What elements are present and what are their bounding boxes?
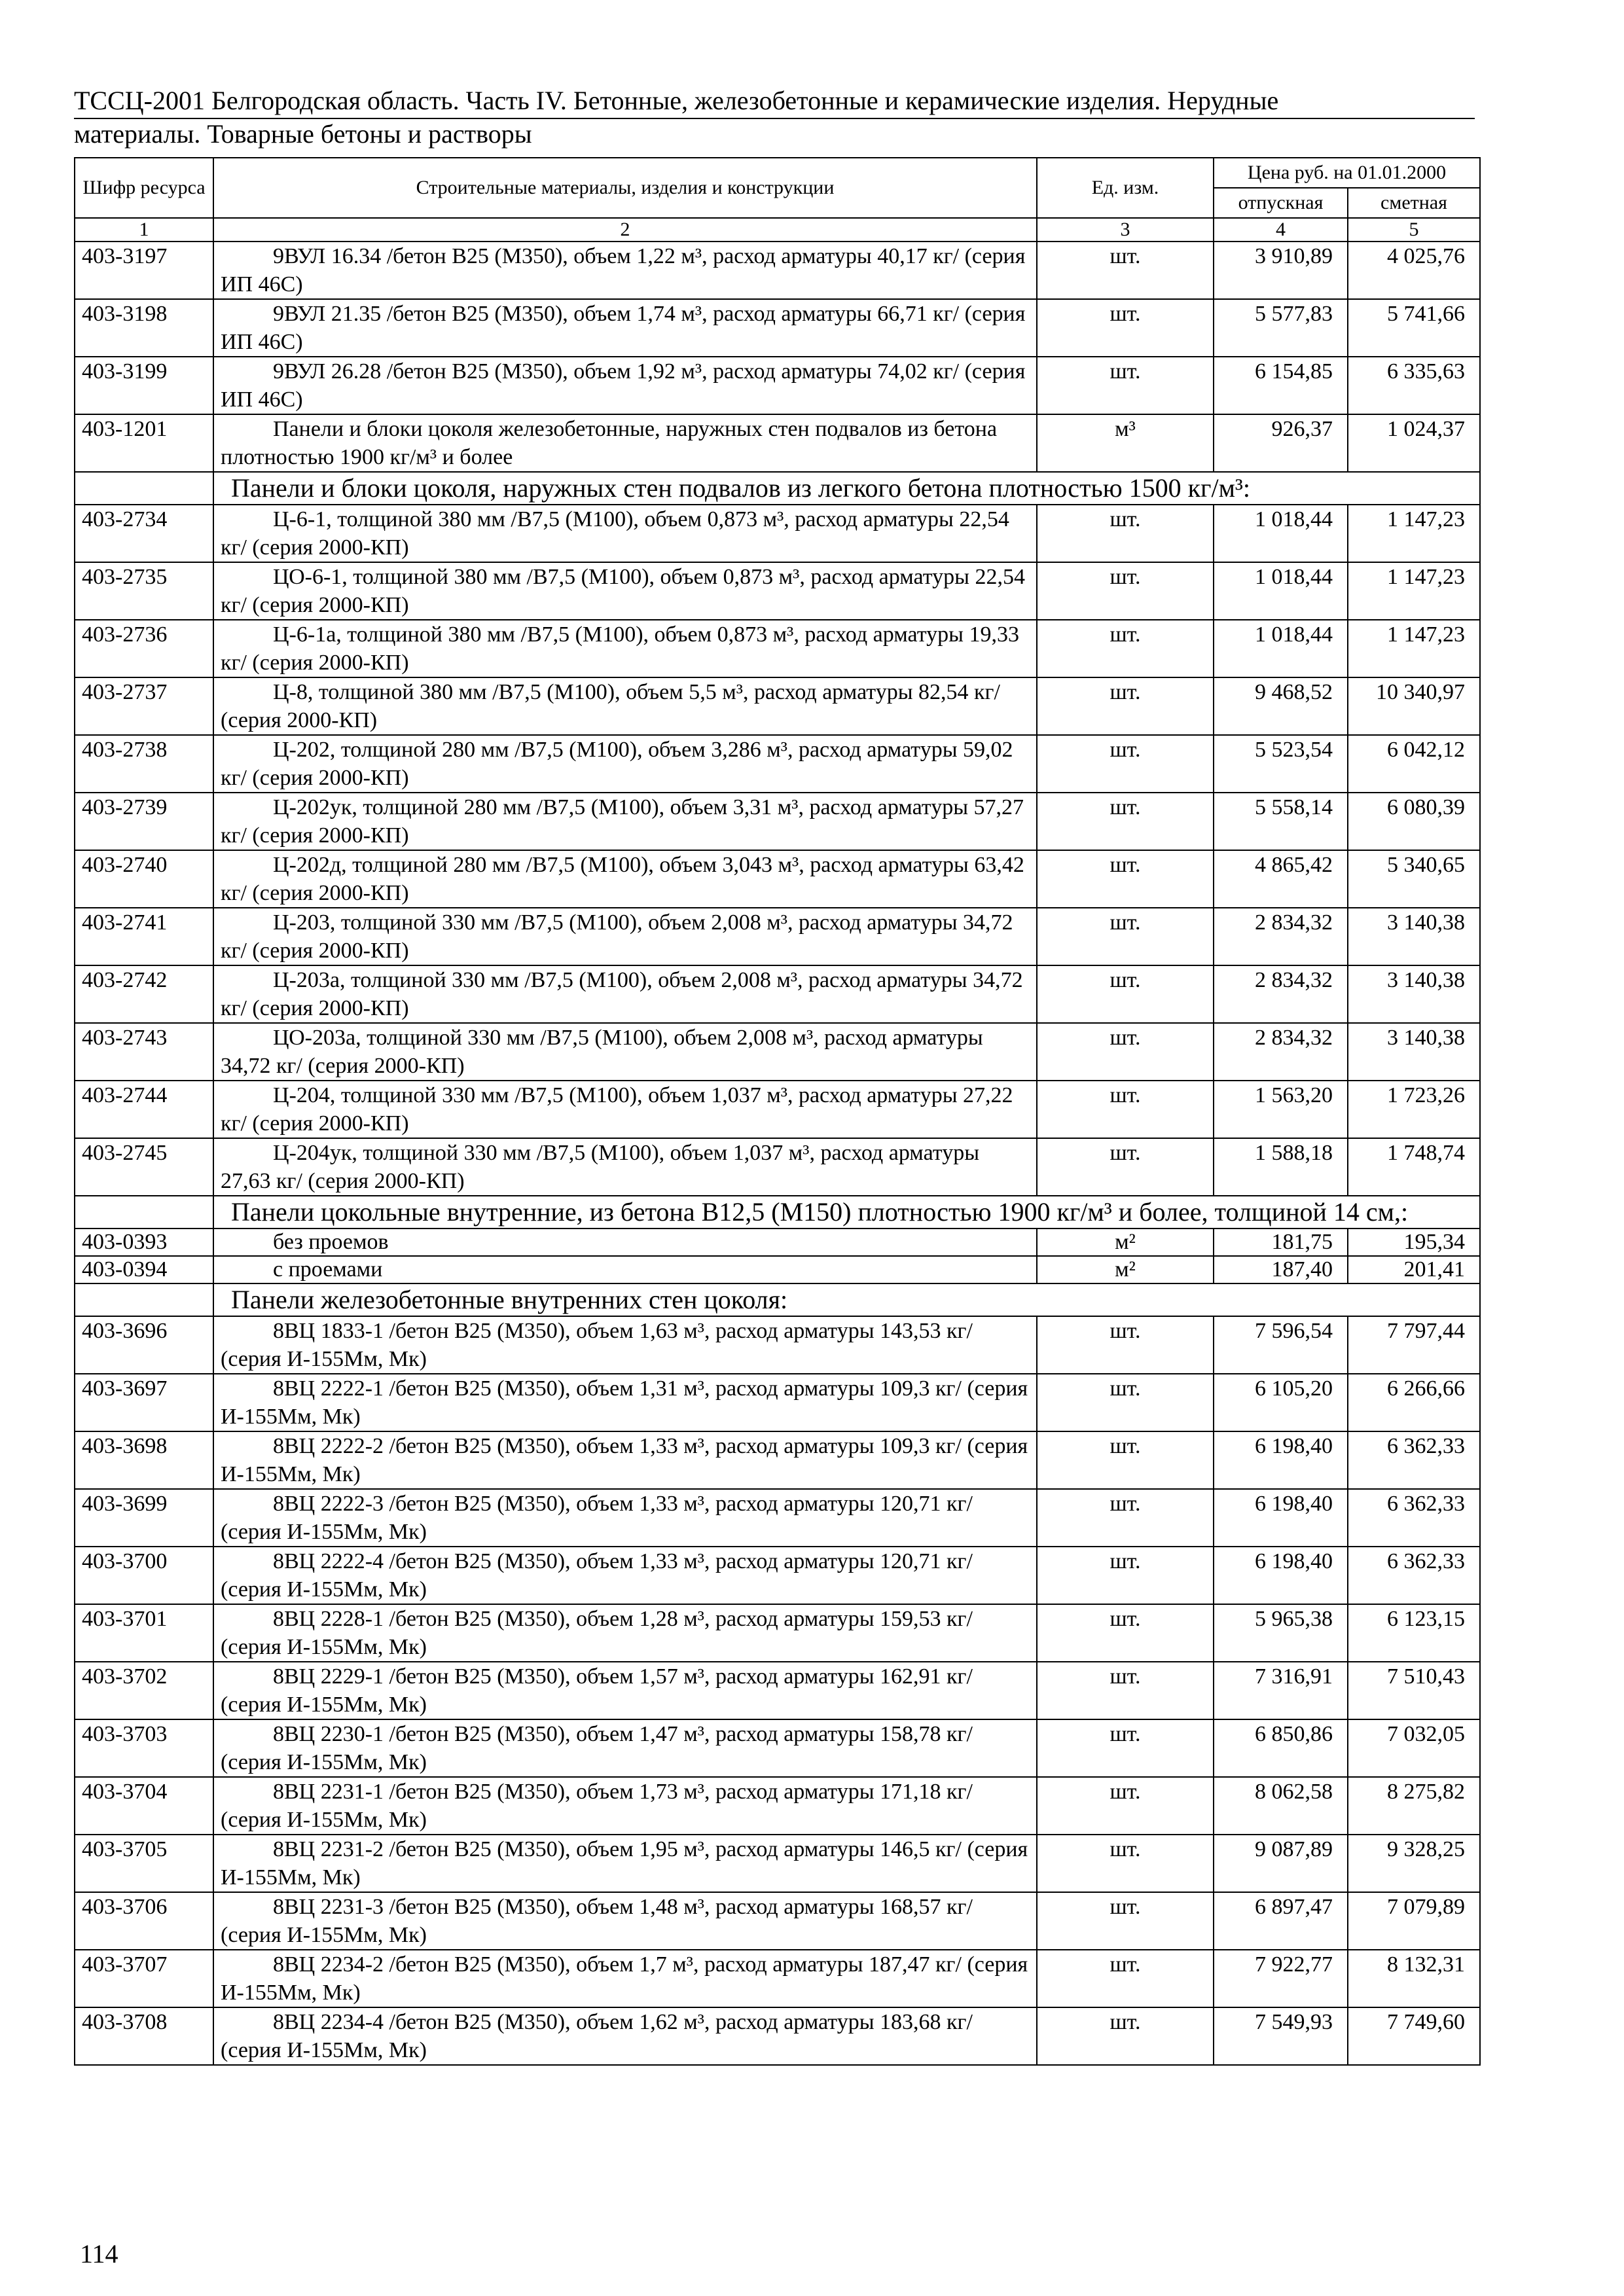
material-name: Ц-6-1, толщиной 380 мм /В7,5 (М100), объем 0,873 м³, расход арматуры 22,54 кг/ (серия 2000-КП) (213, 505, 1037, 562)
unit-of-measure: шт. (1037, 1950, 1214, 2007)
material-name: 8ВЦ 2230-1 /бетон В25 (М350), объем 1,47 м³, расход арматуры 158,78 кг/ (серия И-155Мм, Мк) (213, 1719, 1037, 1777)
unit-of-measure: м² (1037, 1229, 1214, 1256)
material-name: 8ВЦ 2222-4 /бетон В25 (М350), объем 1,33 м³, расход арматуры 120,71 кг/ (серия И-155Мм, Мк) (213, 1547, 1037, 1604)
release-price: 6 897,47 (1214, 1892, 1348, 1950)
material-name: 8ВЦ 2228-1 /бетон В25 (М350), объем 1,28 м³, расход арматуры 159,53 кг/ (серия И-155Мм, Мк) (213, 1604, 1037, 1662)
resource-code: 403-2739 (75, 793, 213, 850)
table-row (75, 505, 1480, 562)
col-number: 2 (213, 218, 1037, 242)
estimate-price: 3 140,38 (1348, 908, 1480, 965)
release-price: 4 865,42 (1214, 850, 1348, 908)
resource-code: 403-2740 (75, 850, 213, 908)
estimate-price: 9 328,25 (1348, 1835, 1480, 1892)
resource-code: 403-3704 (75, 1777, 213, 1835)
release-price: 6 198,40 (1214, 1547, 1348, 1604)
table-row (75, 1892, 1480, 1950)
resource-code: 403-3702 (75, 1662, 213, 1719)
material-name: 8ВЦ 2231-3 /бетон В25 (М350), объем 1,48 м³, расход арматуры 168,57 кг/ (серия И-155Мм, Мк) (213, 1892, 1037, 1950)
resource-code: 403-3706 (75, 1892, 213, 1950)
table-row (75, 242, 1480, 299)
unit-of-measure: шт. (1037, 562, 1214, 620)
estimate-price: 6 123,15 (1348, 1604, 1480, 1662)
unit-of-measure: шт. (1037, 1374, 1214, 1431)
unit-of-measure: шт. (1037, 505, 1214, 562)
estimate-price: 6 266,66 (1348, 1374, 1480, 1431)
table-row (75, 1604, 1480, 1662)
section-row (75, 472, 1480, 505)
material-name: Ц-202д, толщиной 280 мм /В7,5 (М100), объем 3,043 м³, расход арматуры 63,42 кг/ (серия 2000-КП) (213, 850, 1037, 908)
resource-code: 403-2741 (75, 908, 213, 965)
estimate-price: 3 140,38 (1348, 1023, 1480, 1081)
col-header-code: Шифр ресурса (75, 158, 213, 218)
release-price: 5 965,38 (1214, 1604, 1348, 1662)
unit-of-measure: шт. (1037, 1023, 1214, 1081)
release-price: 6 105,20 (1214, 1374, 1348, 1431)
section-code-cell (75, 1283, 213, 1316)
material-name: Ц-203а, толщиной 330 мм /В7,5 (М100), объем 2,008 м³, расход арматуры 34,72 кг/ (серия 2000-КП) (213, 965, 1037, 1023)
col-number: 1 (75, 218, 213, 242)
table-row (75, 1777, 1480, 1835)
section-row (75, 1283, 1480, 1316)
release-price: 187,40 (1214, 1256, 1348, 1283)
table-row (75, 908, 1480, 965)
material-name: 9ВУЛ 26.28 /бетон В25 (М350), объем 1,92 м³, расход арматуры 74,02 кг/ (серия ИП 46С) (213, 357, 1037, 414)
resource-code: 403-2735 (75, 562, 213, 620)
estimate-price: 6 335,63 (1348, 357, 1480, 414)
resource-code: 403-3698 (75, 1431, 213, 1489)
col-header-release: отпускная (1214, 188, 1348, 218)
estimate-price: 7 032,05 (1348, 1719, 1480, 1777)
release-price: 1 018,44 (1214, 505, 1348, 562)
resource-code: 403-3701 (75, 1604, 213, 1662)
section-heading: Панели цокольные внутренние, из бетона В12,5 (М150) плотностью 1900 кг/м³ и более, толщиной 14 см,: (213, 1196, 1480, 1229)
unit-of-measure: шт. (1037, 2007, 1214, 2065)
release-price: 2 834,32 (1214, 908, 1348, 965)
unit-of-measure: шт. (1037, 1431, 1214, 1489)
resource-code: 403-2736 (75, 620, 213, 677)
section-heading: Панели и блоки цоколя, наружных стен подвалов из легкого бетона плотностью 1500 кг/м³: (213, 472, 1480, 505)
estimate-price: 6 362,33 (1348, 1489, 1480, 1547)
release-price: 6 198,40 (1214, 1431, 1348, 1489)
release-price: 1 018,44 (1214, 562, 1348, 620)
estimate-price: 201,41 (1348, 1256, 1480, 1283)
release-price: 1 563,20 (1214, 1081, 1348, 1138)
unit-of-measure: шт. (1037, 793, 1214, 850)
release-price: 7 316,91 (1214, 1662, 1348, 1719)
resource-code: 403-2744 (75, 1081, 213, 1138)
material-name: Ц-203, толщиной 330 мм /В7,5 (М100), объем 2,008 м³, расход арматуры 34,72 кг/ (серия 2000-КП) (213, 908, 1037, 965)
table-row (75, 1431, 1480, 1489)
table-row (75, 1229, 1480, 1256)
release-price: 8 062,58 (1214, 1777, 1348, 1835)
estimate-price: 6 042,12 (1348, 735, 1480, 793)
section-code-cell (75, 1196, 213, 1229)
unit-of-measure: шт. (1037, 620, 1214, 677)
estimate-price: 7 797,44 (1348, 1316, 1480, 1374)
unit-of-measure: шт. (1037, 1892, 1214, 1950)
estimate-price: 195,34 (1348, 1229, 1480, 1256)
unit-of-measure: м² (1037, 1256, 1214, 1283)
estimate-price: 1 748,74 (1348, 1138, 1480, 1196)
estimate-price: 6 362,33 (1348, 1547, 1480, 1604)
col-number: 5 (1348, 218, 1480, 242)
table-row (75, 1374, 1480, 1431)
unit-of-measure: шт. (1037, 1316, 1214, 1374)
col-header-name: Строительные материалы, изделия и конструкции (213, 158, 1037, 218)
material-name: Ц-204ук, толщиной 330 мм /В7,5 (М100), объем 1,037 м³, расход арматуры 27,63 кг/ (серия 2000-КП) (213, 1138, 1037, 1196)
col-number: 3 (1037, 218, 1214, 242)
unit-of-measure: шт. (1037, 1138, 1214, 1196)
resource-code: 403-3700 (75, 1547, 213, 1604)
material-name: Панели и блоки цоколя железобетонные, наружных стен подвалов из бетона плотностью 1900 кг/м³ и более (213, 414, 1037, 472)
resource-code: 403-3696 (75, 1316, 213, 1374)
unit-of-measure: шт. (1037, 908, 1214, 965)
table-row (75, 1950, 1480, 2007)
release-price: 9 468,52 (1214, 677, 1348, 735)
unit-of-measure: шт. (1037, 1662, 1214, 1719)
estimate-price: 8 275,82 (1348, 1777, 1480, 1835)
unit-of-measure: шт. (1037, 677, 1214, 735)
release-price: 6 154,85 (1214, 357, 1348, 414)
table-row (75, 850, 1480, 908)
material-name: Ц-6-1а, толщиной 380 мм /В7,5 (М100), объем 0,873 м³, расход арматуры 19,33 кг/ (серия 2000-КП) (213, 620, 1037, 677)
unit-of-measure: шт. (1037, 242, 1214, 299)
resource-code: 403-3697 (75, 1374, 213, 1431)
material-name: 8ВЦ 2234-2 /бетон В25 (М350), объем 1,7 м³, расход арматуры 187,47 кг/ (серия И-155Мм, Мк) (213, 1950, 1037, 2007)
table-row (75, 1835, 1480, 1892)
unit-of-measure: шт. (1037, 357, 1214, 414)
estimate-price: 5 340,65 (1348, 850, 1480, 908)
estimate-price: 8 132,31 (1348, 1950, 1480, 2007)
unit-of-measure: шт. (1037, 965, 1214, 1023)
estimate-price: 6 362,33 (1348, 1431, 1480, 1489)
unit-of-measure: шт. (1037, 1604, 1214, 1662)
col-header-price: Цена руб. на 01.01.2000 (1214, 158, 1480, 188)
release-price: 181,75 (1214, 1229, 1348, 1256)
table-head (75, 158, 1480, 242)
resource-code: 403-0394 (75, 1256, 213, 1283)
material-name: 8ВЦ 2229-1 /бетон В25 (М350), объем 1,57 м³, расход арматуры 162,91 кг/ (серия И-155Мм, Мк) (213, 1662, 1037, 1719)
material-name: 9ВУЛ 16.34 /бетон В25 (М350), объем 1,22 м³, расход арматуры 40,17 кг/ (серия ИП 46С) (213, 242, 1037, 299)
release-price: 5 523,54 (1214, 735, 1348, 793)
estimate-price: 7 079,89 (1348, 1892, 1480, 1950)
resource-code: 403-3197 (75, 242, 213, 299)
col-header-estimate: сметная (1348, 188, 1480, 218)
material-name: 8ВЦ 2222-2 /бетон В25 (М350), объем 1,33 м³, расход арматуры 109,3 кг/ (серия И-155Мм, Мк) (213, 1431, 1037, 1489)
table-row (75, 299, 1480, 357)
estimate-price: 5 741,66 (1348, 299, 1480, 357)
release-price: 2 834,32 (1214, 1023, 1348, 1081)
section-row (75, 1196, 1480, 1229)
price-table (74, 157, 1481, 2066)
release-price: 1 018,44 (1214, 620, 1348, 677)
header-title-line1: ТССЦ-2001 Белгородская область. Часть IV. Бетонные, железобетонные и керамические изделия. Нерудные (74, 86, 1279, 115)
table-row (75, 620, 1480, 677)
header-title-line2: материалы. Товарные бетоны и растворы (74, 119, 532, 149)
release-price: 2 834,32 (1214, 965, 1348, 1023)
release-price: 6 850,86 (1214, 1719, 1348, 1777)
page-header (74, 85, 1475, 117)
table-row (75, 1662, 1480, 1719)
estimate-price: 1 147,23 (1348, 562, 1480, 620)
estimate-price: 3 140,38 (1348, 965, 1480, 1023)
table-row (75, 735, 1480, 793)
estimate-price: 1 024,37 (1348, 414, 1480, 472)
estimate-price: 10 340,97 (1348, 677, 1480, 735)
unit-of-measure: шт. (1037, 850, 1214, 908)
section-code-cell (75, 472, 213, 505)
resource-code: 403-2743 (75, 1023, 213, 1081)
resource-code: 403-2742 (75, 965, 213, 1023)
release-price: 1 588,18 (1214, 1138, 1348, 1196)
release-price: 5 558,14 (1214, 793, 1348, 850)
resource-code: 403-2737 (75, 677, 213, 735)
column-numbers-row (75, 218, 1480, 242)
release-price: 3 910,89 (1214, 242, 1348, 299)
unit-of-measure: шт. (1037, 1719, 1214, 1777)
table-row (75, 414, 1480, 472)
resource-code: 403-1201 (75, 414, 213, 472)
material-name: Ц-202, толщиной 280 мм /В7,5 (М100), объем 3,286 м³, расход арматуры 59,02 кг/ (серия 2000-КП) (213, 735, 1037, 793)
unit-of-measure: шт. (1037, 1547, 1214, 1604)
resource-code: 403-3703 (75, 1719, 213, 1777)
table-row (75, 1547, 1480, 1604)
material-name: 8ВЦ 2231-1 /бетон В25 (М350), объем 1,73 м³, расход арматуры 171,18 кг/ (серия И-155Мм, Мк) (213, 1777, 1037, 1835)
unit-of-measure: шт. (1037, 1489, 1214, 1547)
resource-code: 403-2738 (75, 735, 213, 793)
material-name: ЦО-6-1, толщиной 380 мм /В7,5 (М100), объем 0,873 м³, расход арматуры 22,54 кг/ (серия 2000-КП) (213, 562, 1037, 620)
material-name: 8ВЦ 2222-3 /бетон В25 (М350), объем 1,33 м³, расход арматуры 120,71 кг/ (серия И-155Мм, Мк) (213, 1489, 1037, 1547)
estimate-price: 6 080,39 (1348, 793, 1480, 850)
release-price: 9 087,89 (1214, 1835, 1348, 1892)
table-row (75, 1256, 1480, 1283)
material-name: Ц-204, толщиной 330 мм /В7,5 (М100), объем 1,037 м³, расход арматуры 27,22 кг/ (серия 2000-КП) (213, 1081, 1037, 1138)
section-heading: Панели железобетонные внутренних стен цоколя: (213, 1283, 1480, 1316)
estimate-price: 1 723,26 (1348, 1081, 1480, 1138)
page-number: 114 (80, 2239, 118, 2269)
material-name: без проемов (213, 1229, 1037, 1256)
release-price: 7 922,77 (1214, 1950, 1348, 2007)
material-name: ЦО-203а, толщиной 330 мм /В7,5 (М100), объем 2,008 м³, расход арматуры 34,72 кг/ (серия 2000-КП) (213, 1023, 1037, 1081)
table-row (75, 965, 1480, 1023)
resource-code: 403-2745 (75, 1138, 213, 1196)
material-name: 8ВЦ 2231-2 /бетон В25 (М350), объем 1,95 м³, расход арматуры 146,5 кг/ (серия И-155Мм, Мк) (213, 1835, 1037, 1892)
table-row (75, 793, 1480, 850)
table-row (75, 357, 1480, 414)
estimate-price: 7 749,60 (1348, 2007, 1480, 2065)
resource-code: 403-2734 (75, 505, 213, 562)
unit-of-measure: шт. (1037, 299, 1214, 357)
material-name: 8ВЦ 2234-4 /бетон В25 (М350), объем 1,62 м³, расход арматуры 183,68 кг/ (серия И-155Мм, Мк) (213, 2007, 1037, 2065)
resource-code: 403-0393 (75, 1229, 213, 1256)
resource-code: 403-3707 (75, 1950, 213, 2007)
table-row (75, 562, 1480, 620)
material-name: с проемами (213, 1256, 1037, 1283)
resource-code: 403-3705 (75, 1835, 213, 1892)
unit-of-measure: шт. (1037, 735, 1214, 793)
unit-of-measure: м³ (1037, 414, 1214, 472)
resource-code: 403-3699 (75, 1489, 213, 1547)
material-name: 8ВЦ 2222-1 /бетон В25 (М350), объем 1,31 м³, расход арматуры 109,3 кг/ (серия И-155Мм, Мк) (213, 1374, 1037, 1431)
unit-of-measure: шт. (1037, 1081, 1214, 1138)
release-price: 7 596,54 (1214, 1316, 1348, 1374)
estimate-price: 1 147,23 (1348, 620, 1480, 677)
resource-code: 403-3199 (75, 357, 213, 414)
col-number: 4 (1214, 218, 1348, 242)
estimate-price: 7 510,43 (1348, 1662, 1480, 1719)
table-body (75, 242, 1480, 2065)
table-row (75, 1316, 1480, 1374)
table-row (75, 1138, 1480, 1196)
table-row (75, 2007, 1480, 2065)
table-row (75, 677, 1480, 735)
table-row (75, 1489, 1480, 1547)
release-price: 5 577,83 (1214, 299, 1348, 357)
material-name: 8ВЦ 1833-1 /бетон В25 (М350), объем 1,63 м³, расход арматуры 143,53 кг/ (серия И-155Мм, Мк) (213, 1316, 1037, 1374)
material-name: 9ВУЛ 21.35 /бетон В25 (М350), объем 1,74 м³, расход арматуры 66,71 кг/ (серия ИП 46С) (213, 299, 1037, 357)
table-row (75, 1081, 1480, 1138)
table-row (75, 1023, 1480, 1081)
resource-code: 403-3708 (75, 2007, 213, 2065)
table-row (75, 1719, 1480, 1777)
release-price: 926,37 (1214, 414, 1348, 472)
material-name: Ц-8, толщиной 380 мм /В7,5 (М100), объем 5,5 м³, расход арматуры 82,54 кг/ (серия 2000-КП) (213, 677, 1037, 735)
unit-of-measure: шт. (1037, 1777, 1214, 1835)
resource-code: 403-3198 (75, 299, 213, 357)
release-price: 7 549,93 (1214, 2007, 1348, 2065)
material-name: Ц-202ук, толщиной 280 мм /В7,5 (М100), объем 3,31 м³, расход арматуры 57,27 кг/ (серия 2000-КП) (213, 793, 1037, 850)
release-price: 6 198,40 (1214, 1489, 1348, 1547)
estimate-price: 1 147,23 (1348, 505, 1480, 562)
col-header-unit: Ед. изм. (1037, 158, 1214, 218)
unit-of-measure: шт. (1037, 1835, 1214, 1892)
estimate-price: 4 025,76 (1348, 242, 1480, 299)
